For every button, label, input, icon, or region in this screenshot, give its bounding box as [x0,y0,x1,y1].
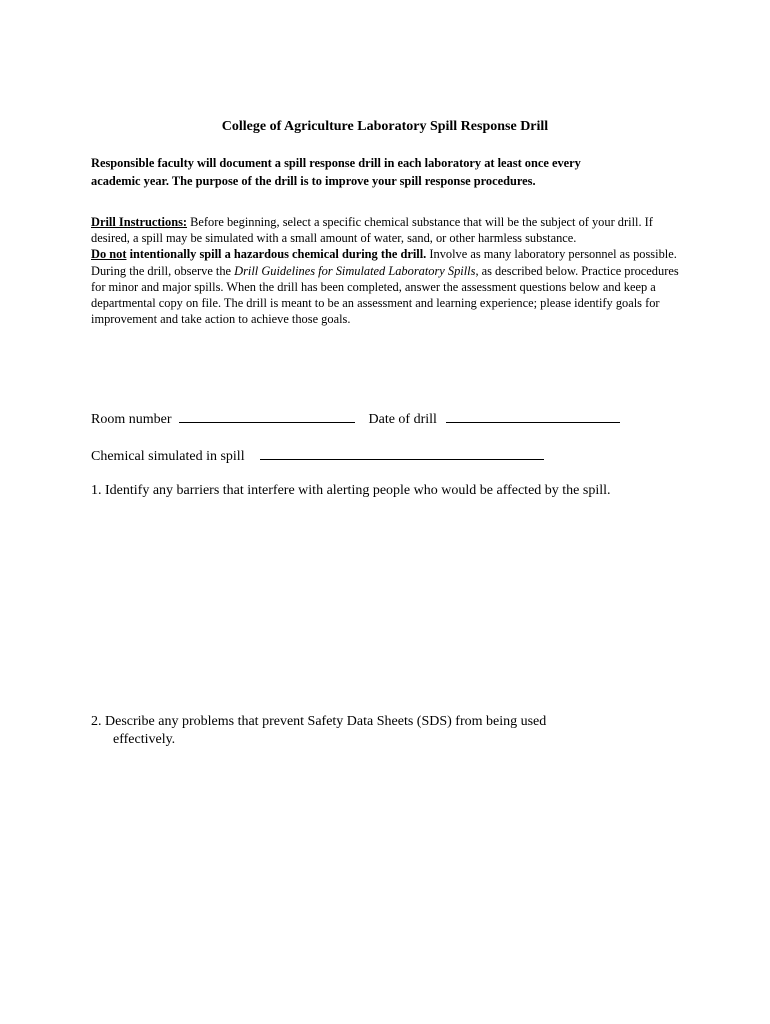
intro-line-2: academic year. The purpose of the drill is to improve your spill response procedures. [91,174,536,188]
drill-instructions [91,214,691,327]
question-1: 1. Identify any barriers that interfere with alerting people who would be affected by the spill. [91,483,611,498]
room-number-label: Room number [91,412,172,427]
question-2-line-1: 2. Describe any problems that prevent Safety Data Sheets (SDS) from being used [91,714,547,729]
date-field[interactable] [446,410,620,423]
guidelines-title: Drill Guidelines for Simulated Laboratory Spills [234,263,476,278]
instructions-heading: Drill Instructions: [91,215,188,229]
chemical-field[interactable] [260,447,544,460]
do-not-text: Do not [91,247,127,262]
chemical-row [91,447,544,465]
intro-paragraph [91,154,691,190]
date-label: Date of drill [368,412,437,427]
warning-text: intentionally spill a hazardous chemical during the drill. [126,247,427,262]
instructions-part-1: Before beginning, select a specific chemical substance that will be the subject of your drill. If desired, a spill may be simulated with a small amount of water, sand, or other harmless substance. [91,215,653,246]
instructions-part-3: , as described below. Practice procedures for minor and major spills. When the drill has been completed, answer the assessment questions below and keep a departmental copy on file. The drill is meant to be an assessment and learning experience; please identify goals for improvement and take action to achieve those goals. [91,263,679,327]
room-date-row [91,410,620,428]
room-number-field[interactable] [179,410,355,423]
question-2 [91,713,546,749]
document-title: College of Agriculture Laboratory Spill Response Drill [221,119,549,134]
question-2-line-2: effectively. [113,732,176,747]
instructions-part-2: Involve as many laboratory personnel as possible. During the drill, observe the [91,247,677,278]
chemical-label: Chemical simulated in spill [91,449,245,464]
intro-line-1: Responsible faculty will document a spill response drill in each laboratory at least once every [91,156,581,170]
